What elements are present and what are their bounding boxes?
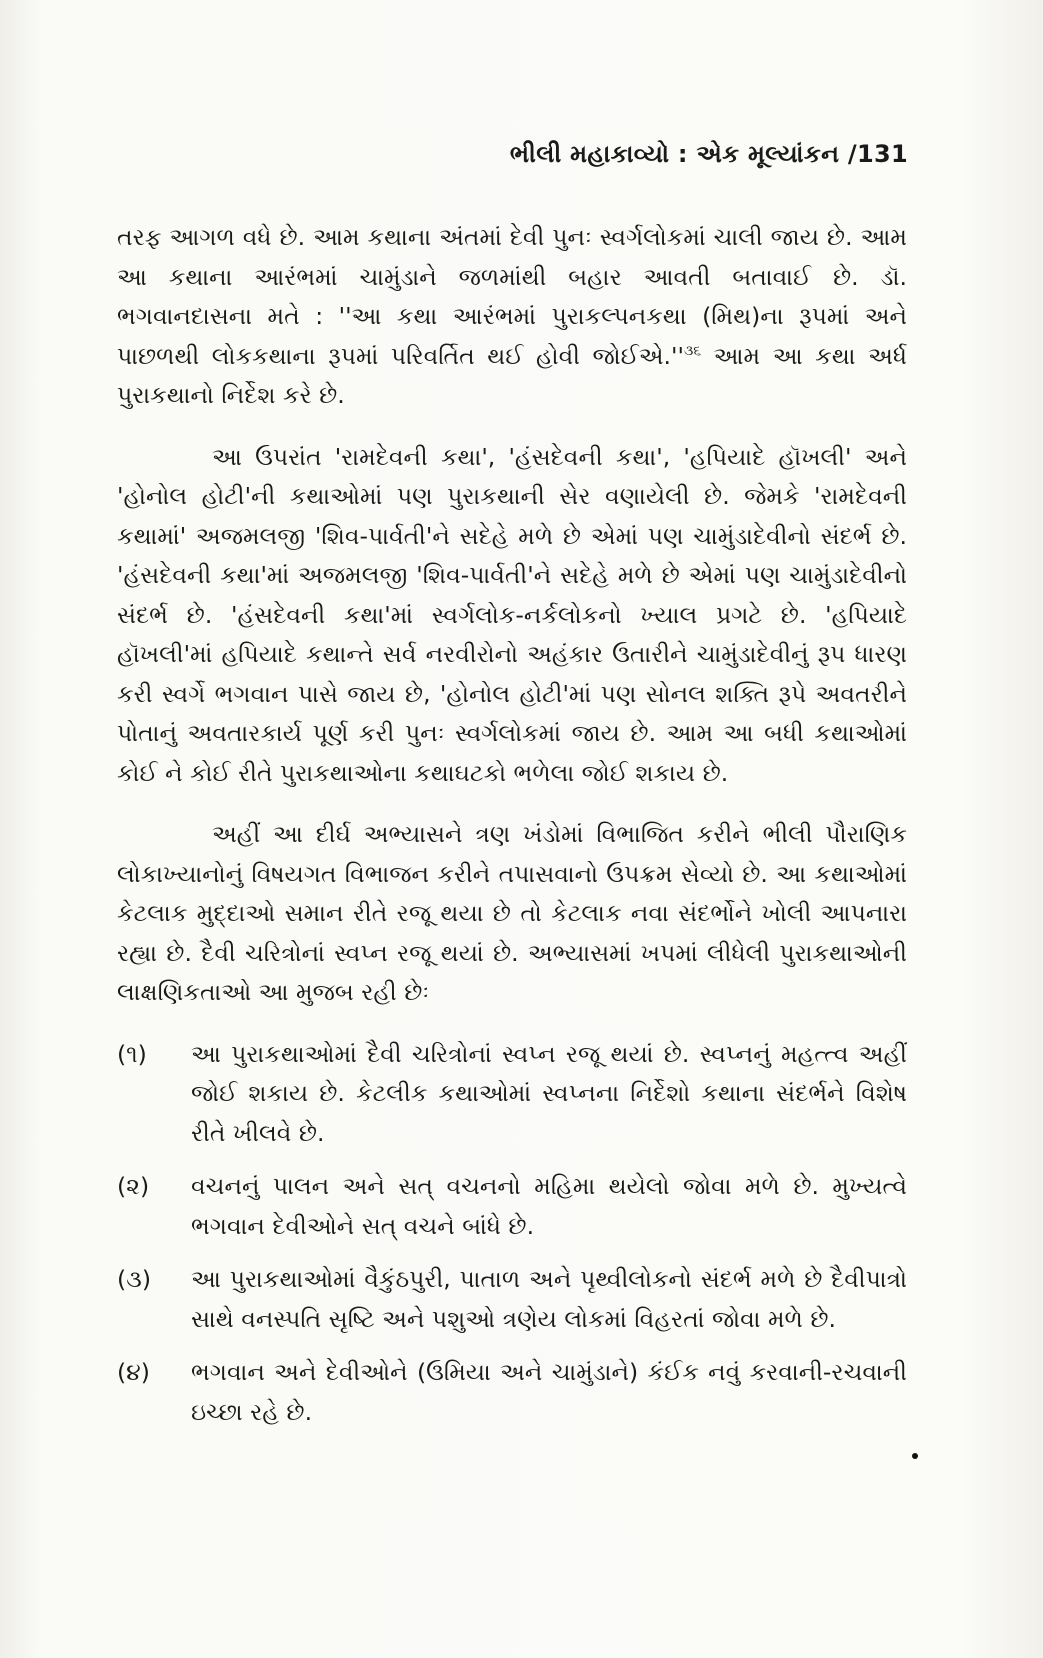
footnote-reference: ૩૬ (683, 342, 702, 359)
list-item (117, 1353, 907, 1432)
list-item-text: વચનનું પાલન અને સત્ વચનનો મહિમા થયેલો જોવા મળે છે. મુખ્યત્વે ભગવાન દેવીઓને સત્ વચને બાંધે છે. (191, 1172, 907, 1240)
list-item (117, 1035, 907, 1154)
characteristics-list (117, 1035, 907, 1433)
list-item-text: આ પુરાકથાઓમાં દૈવી ચરિત્રોનાં સ્વપ્ન રજૂ થયાં છે. સ્વપ્નનું મહત્ત્વ અહીં જોઈ શકાય છે. કેટલીક કથાઓમાં સ્વપ્નના નિર્દેશો કથાના સંદર્ભને વિશેષ રીતે ખીલવે છે. (191, 1039, 907, 1147)
paragraph-3: અહીં આ દીર્ઘ અભ્યાસને ત્રણ ખંડોમાં વિભાજિત કરીને ભીલી પૌરાણિક લોકાખ્યાનોનું વિષયગત વિભાજન કરીને તપાસવાનો ઉપક્રમ સેવ્યો છે. આ કથાઓમાં કેટલાક મુદ્દાઓ સમાન રીતે રજૂ થયા છે તો કેટલાક નવા સંદર્ભોને ખોલી આપનારા રહ્યા છે. દૈવી ચરિત્રોનાં સ્વપ્ન રજૂ થયાં છે. અભ્યાસમાં ખપમાં લીધેલી પુરાકથાઓની લાક્ષણિકતાઓ આ મુજબ રહી છેઃ (117, 820, 907, 1006)
paragraph-2: આ ઉપરાંત 'રામદેવની કથા', 'હંસદેવની કથા', 'હપિયાદે હૉખલી' અને 'હોનોલ હોટી'ની કથાઓમાં પણ પુરાકથાની સેર વણાયેલી છે. જેમકે 'રામદેવની કથામાં' અજમલજી 'શિવ-પાર્વતી'ને સદેહે મળે છે એમાં પણ ચામુંડાદેવીનો સંદર્ભ છે. 'હંસદેવની કથા'માં અજમલજી 'શિવ-પાર્વતી'ને સદેહે મળે છે એમાં પણ ચામુંડાદેવીનો સંદર્ભ છે. 'હંસદેવની કથા'માં સ્વર્ગલોક-નર્કલોકનો ખ્યાલ પ્રગટે છે. 'હપિયાદે હૉખલી'માં હપિયાદે કથાન્તે સર્વ નરવીરોનો અહંકાર ઉતારીને ચામુંડાદેવીનું રૂપ ધારણ કરી સ્વર્ગે ભગવાન પાસે જાય છે, 'હોનોલ હોટી'માં પણ સોનલ શક્તિ રૂપે અવતરીને પોતાનું અવતારકાર્ય પૂર્ણ કરી પુનઃ સ્વર્ગલોકમાં જાય છે. આમ આ બધી કથાઓમાં કોઈ ને કોઈ રીતે પુરાકથાઓના કથાઘટકો ભળેલા જોઈ શકાય છે. (117, 442, 907, 787)
ink-speck (912, 1453, 918, 1459)
list-item-number: (૨) (117, 1172, 150, 1200)
list-item (117, 1260, 907, 1339)
running-header: ભીલી મહાકાવ્યો : એક મૂલ્યાંકન /131 (509, 140, 908, 168)
paragraph-1-tail: આમ આ કથા અર્ધ પુરાકથાનો નિર્દેશ કરે છે. (117, 341, 907, 409)
list-item (117, 1167, 907, 1246)
list-item-number: (૧) (117, 1039, 147, 1068)
list-item-text: આ પુરાકથાઓમાં વૈકુંઠપુરી, પાતાળ અને પૃથ્વીલોકનો સંદર્ભ મળે છે દૈવીપાત્રો સાથે વનસ્પતિ સૃષ્ટિ અને પશુઓ ત્રણેય લોકમાં વિહરતાં જોવા મળે છે. (191, 1265, 907, 1333)
list-item-number: (૪) (117, 1358, 150, 1386)
body-text (117, 218, 907, 1446)
list-item-text: ભગવાન અને દેવીઓને (ઉમિયા અને ચામુંડાને) કંઈક નવું કરવાની-રચવાની ઇચ્છા રહે છે. (191, 1358, 907, 1426)
paragraph-1-text: તરફ આગળ વધે છે. આમ કથાના અંતમાં દેવી પુનઃ સ્વર્ગલોકમાં ચાલી જાય છે. આમ આ કથાના આરંભમાં ચામુંડાને જળમાંથી બહાર આવતી બતાવાઈ છે. ડૉ. ભગવાનદાસના મતે : ''આ કથા આરંભમાં પુરાકલ્પનકથા (મિથ)ના રૂપમાં અને પાછળથી લોકકથાના રૂપમાં પરિવર્તિત થઈ હોવી જોઈએ.'' (117, 223, 907, 370)
paragraph-1 (117, 218, 907, 416)
list-item-number: (૩) (117, 1265, 151, 1293)
